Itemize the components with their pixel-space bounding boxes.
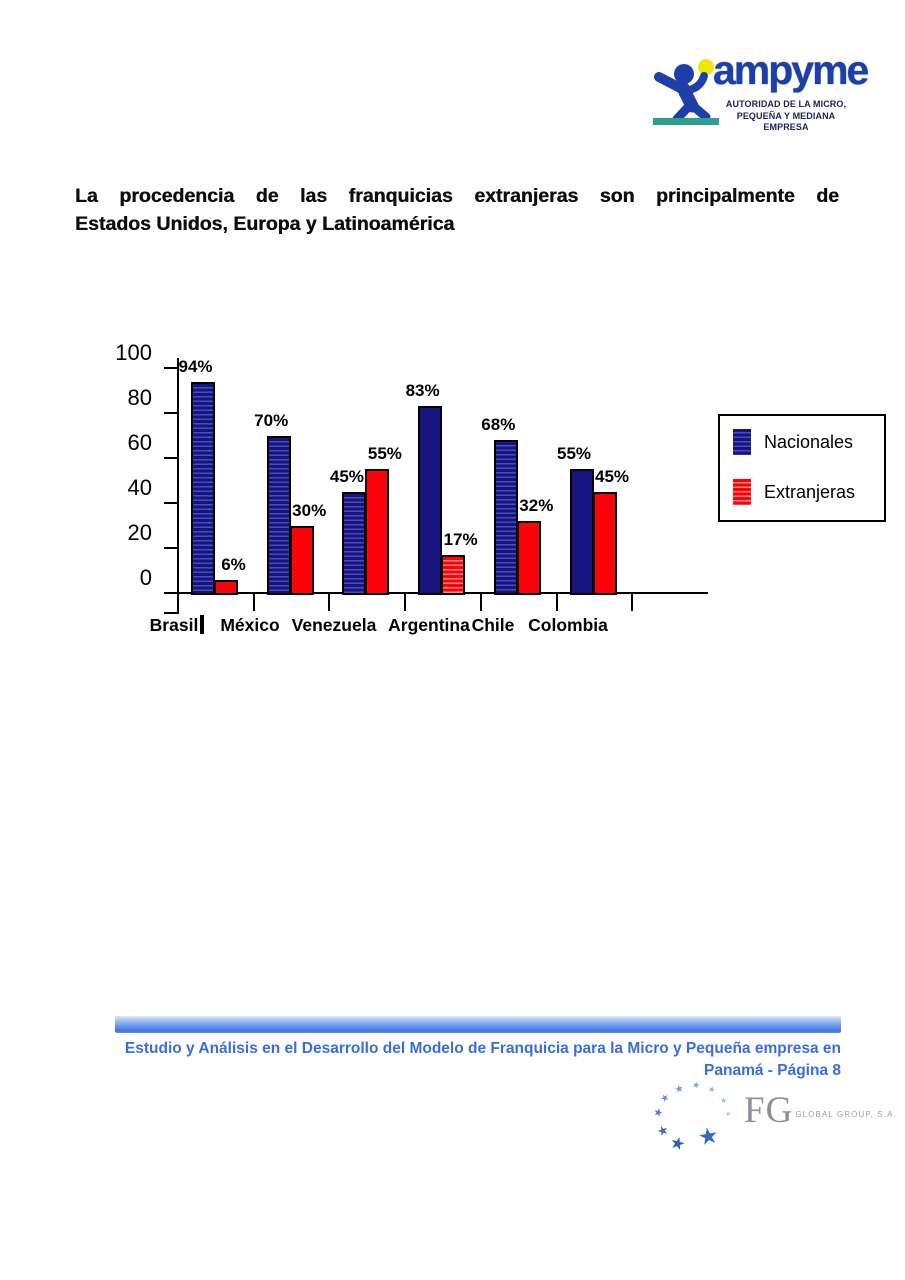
star-icon: ★	[695, 1121, 721, 1151]
x-axis-tick	[328, 594, 330, 611]
footer-divider-bar	[115, 1016, 841, 1033]
fg-initials: FG	[744, 1090, 794, 1131]
x-axis-label-venezuela: Venezuela	[291, 615, 377, 635]
page-title-line1: La procedencia de las franquicias extranjeras son principalmente de	[75, 185, 839, 207]
y-axis-tick	[164, 457, 178, 459]
bar-extranjeras-méxico	[290, 526, 314, 596]
footer-line2: Panamá - Página 8	[704, 1061, 841, 1079]
x-axis-tick	[404, 594, 406, 611]
bar-nacionales-chile	[494, 440, 518, 595]
bar-nacionales-venezuela	[342, 492, 366, 595]
fg-company-text: GLOBAL GROUP, S.A.	[795, 1110, 897, 1119]
legend-item-extranjeras	[733, 479, 878, 505]
tagline-line1: AUTORIDAD DE LA MICRO,	[725, 99, 847, 109]
bar-value-label: 17%	[443, 529, 478, 549]
x-axis-tick	[556, 594, 558, 611]
footer-line1: Estudio y Análisis en el Desarrollo del Modelo de Franquicia para la Micro y Pequeña empresa en	[124, 1040, 841, 1057]
footer-text	[115, 1038, 841, 1081]
bar-extranjeras-argentina	[441, 555, 465, 595]
star-icon: ★	[667, 1132, 688, 1155]
x-axis-tick	[631, 594, 633, 611]
brand-name: ampyme	[713, 47, 868, 93]
fg-wordmark	[744, 1090, 897, 1131]
y-axis-label: 100	[115, 340, 152, 365]
bar-value-label: 45%	[329, 466, 364, 486]
star-icon: ★	[651, 1105, 665, 1121]
star-icon: ★	[673, 1083, 686, 1096]
bar-extranjeras-chile	[517, 521, 541, 595]
bar-nacionales-argentina	[418, 406, 442, 595]
star-icon: ★	[691, 1079, 701, 1091]
y-axis-label: 40	[127, 475, 152, 500]
star-icon: ★	[725, 1111, 732, 1118]
bar-nacionales-colombia	[570, 469, 594, 595]
bar-value-label: 55%	[367, 444, 402, 464]
bar-value-label: 55%	[556, 444, 592, 464]
y-axis-end-tick	[164, 612, 178, 614]
star-icon: ★	[654, 1121, 671, 1140]
bar-extranjeras-colombia	[593, 492, 617, 595]
y-axis-label: 80	[127, 385, 152, 410]
fg-global-group-logo	[648, 1079, 897, 1167]
tagline-line2: PEQUEÑA Y MEDIANA EMPRESA	[736, 110, 836, 132]
y-axis-tick	[164, 502, 178, 504]
bar-value-label: 68%	[481, 415, 516, 434]
star-icon: ★	[658, 1091, 672, 1106]
x-axis-label-argentina: Argentina	[388, 615, 470, 635]
x-axis-label-méxico: México	[220, 615, 280, 635]
y-axis-label: 60	[127, 430, 152, 455]
y-axis-tick	[164, 547, 178, 549]
x-axis-tick	[253, 594, 255, 611]
bar-extranjeras-brasil	[214, 580, 238, 596]
bar-value-label: 45%	[594, 466, 630, 486]
bar-extranjeras-venezuela	[365, 469, 389, 595]
y-axis-tick	[164, 592, 178, 594]
bar-value-label: 94%	[178, 356, 213, 376]
page-title-line2: Estados Unidos, Europa y Latinoamérica	[75, 212, 455, 235]
x-axis-label-colombia: Colombia	[528, 615, 608, 635]
y-axis-label: 20	[127, 520, 152, 545]
bar-value-label: 32%	[519, 496, 554, 515]
bar-value-label: 6%	[221, 554, 246, 574]
bar-value-label: 83%	[405, 381, 440, 401]
legend-item-nacionales	[733, 429, 878, 455]
y-axis-tick	[164, 412, 178, 414]
star-icon: ★	[706, 1084, 717, 1095]
x-axis-tick	[480, 594, 482, 611]
legend-label-nacionales: Nacionales	[764, 431, 854, 452]
x-axis-label-brasil: Brasil	[112, 615, 242, 636]
star-icon: ★	[720, 1096, 728, 1105]
legend-label-extranjeras: Extranjeras	[764, 481, 856, 502]
y-axis-label: 0	[139, 565, 152, 590]
bar-value-label: 30%	[292, 500, 327, 520]
nacionales-swatch	[733, 429, 751, 455]
bar-value-label: 70%	[254, 410, 289, 430]
extranjeras-swatch	[733, 479, 751, 505]
y-axis-line	[177, 358, 179, 614]
x-axis-label-chile: Chile	[471, 615, 515, 635]
chart-legend	[718, 414, 886, 522]
